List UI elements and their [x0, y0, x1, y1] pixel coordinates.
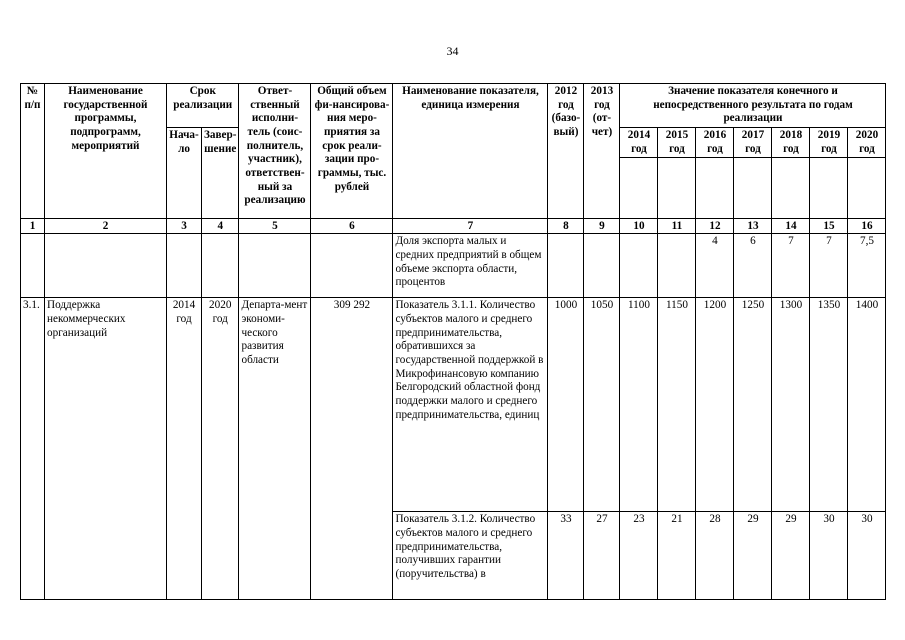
header-year: 2016 год [696, 127, 734, 157]
header-2013: 2013 год (от-чет) [584, 84, 620, 219]
header-year: 2015 год [658, 127, 696, 157]
cell-value: 1300 [772, 298, 810, 512]
column-number: 16 [848, 219, 886, 234]
column-number: 2 [45, 219, 167, 234]
header-row-1 [21, 84, 886, 128]
cell-2013: 1050 [584, 298, 620, 512]
column-number: 7 [393, 219, 548, 234]
cell-volume [311, 234, 393, 298]
header-year: 2018 год [772, 127, 810, 157]
cell-value: 30 [810, 512, 848, 600]
cell-start [167, 234, 202, 298]
cell-2013: 27 [584, 512, 620, 600]
cell-responsible: Департа-мент экономи-ческого развития области [239, 298, 311, 600]
cell-value: 1100 [620, 298, 658, 512]
cell-value: 1150 [658, 298, 696, 512]
cell-value: 6 [734, 234, 772, 298]
header-year-spacer [848, 158, 886, 219]
cell-name [45, 234, 167, 298]
header-indicator: Наименование показателя, единица измерения [393, 84, 548, 219]
cell-value: 7,5 [848, 234, 886, 298]
column-number: 1 [21, 219, 45, 234]
cell-2012: 1000 [548, 298, 584, 512]
cell-value [658, 234, 696, 298]
cell-no [21, 234, 45, 298]
column-number: 9 [584, 219, 620, 234]
cell-indicator: Показатель 3.1.2. Количество субъектов малого и среднего предпринимательства, получивших гарантии (поручительства) в [393, 512, 548, 600]
table-row [21, 298, 886, 512]
cell-value: 1350 [810, 298, 848, 512]
table-row [21, 234, 886, 298]
header-term: Срок реализации [167, 84, 239, 128]
cell-responsible [239, 234, 311, 298]
cell-no: 3.1. [21, 298, 45, 600]
header-start: Нача-ло [167, 127, 202, 218]
header-year: 2017 год [734, 127, 772, 157]
header-year-spacer [658, 158, 696, 219]
header-year: 2014 год [620, 127, 658, 157]
column-number: 13 [734, 219, 772, 234]
cell-value: 28 [696, 512, 734, 600]
column-number: 3 [167, 219, 202, 234]
cell-value: 23 [620, 512, 658, 600]
column-number: 6 [311, 219, 393, 234]
cell-value: 1250 [734, 298, 772, 512]
cell-value: 1200 [696, 298, 734, 512]
cell-value [620, 234, 658, 298]
column-number: 15 [810, 219, 848, 234]
cell-name: Поддержка некоммерческих организаций [45, 298, 167, 600]
header-2012: 2012 год (базо-вый) [548, 84, 584, 219]
header-year-spacer [696, 158, 734, 219]
header-no: № п/п [21, 84, 45, 219]
cell-indicator: Показатель 3.1.1. Количество субъектов малого и среднего предпринимательства, обратившихся за государственной поддержкой в Микрофинансовую компанию Белгородский областной фонд поддержки малого и среднего предпринимательства, единиц [393, 298, 548, 512]
column-number: 10 [620, 219, 658, 234]
cell-2012 [548, 234, 584, 298]
column-number: 14 [772, 219, 810, 234]
header-year: 2020 год [848, 127, 886, 157]
cell-end [202, 234, 239, 298]
column-number-row [21, 219, 886, 234]
header-volume: Общий объем фи-нансирова-ния меро-приятия за срок реали-зации про-граммы, тыс. рублей [311, 84, 393, 219]
header-year-spacer [810, 158, 848, 219]
cell-value: 1400 [848, 298, 886, 512]
header-responsible: Ответ-ственный исполни-тель (соис-полнитель, участник), ответствен-ный за реализацию [239, 84, 311, 219]
header-values: Значение показателя конечного и непосредственного результата по годам реализации [620, 84, 886, 128]
header-year-spacer [734, 158, 772, 219]
header-year-spacer [620, 158, 658, 219]
program-table [20, 83, 886, 600]
column-number: 4 [202, 219, 239, 234]
cell-value: 30 [848, 512, 886, 600]
header-end: Завер-шение [202, 127, 239, 218]
cell-2013 [584, 234, 620, 298]
cell-value: 21 [658, 512, 696, 600]
page-number: 34 [446, 44, 459, 58]
cell-volume: 309 292 [311, 298, 393, 600]
column-number: 5 [239, 219, 311, 234]
cell-value: 29 [734, 512, 772, 600]
header-name: Наименование государственной программы, подпрограмм, мероприятий [45, 84, 167, 219]
cell-indicator: Доля экспорта малых и средних предприятий в общем объеме экспорта области, процентов [393, 234, 548, 298]
column-number: 12 [696, 219, 734, 234]
cell-end: 2020 год [202, 298, 239, 600]
column-number: 8 [548, 219, 584, 234]
cell-2012: 33 [548, 512, 584, 600]
cell-value: 29 [772, 512, 810, 600]
cell-value: 7 [772, 234, 810, 298]
header-year: 2019 год [810, 127, 848, 157]
column-number: 11 [658, 219, 696, 234]
cell-value: 7 [810, 234, 848, 298]
header-year-spacer [772, 158, 810, 219]
cell-value: 4 [696, 234, 734, 298]
cell-start: 2014 год [167, 298, 202, 600]
